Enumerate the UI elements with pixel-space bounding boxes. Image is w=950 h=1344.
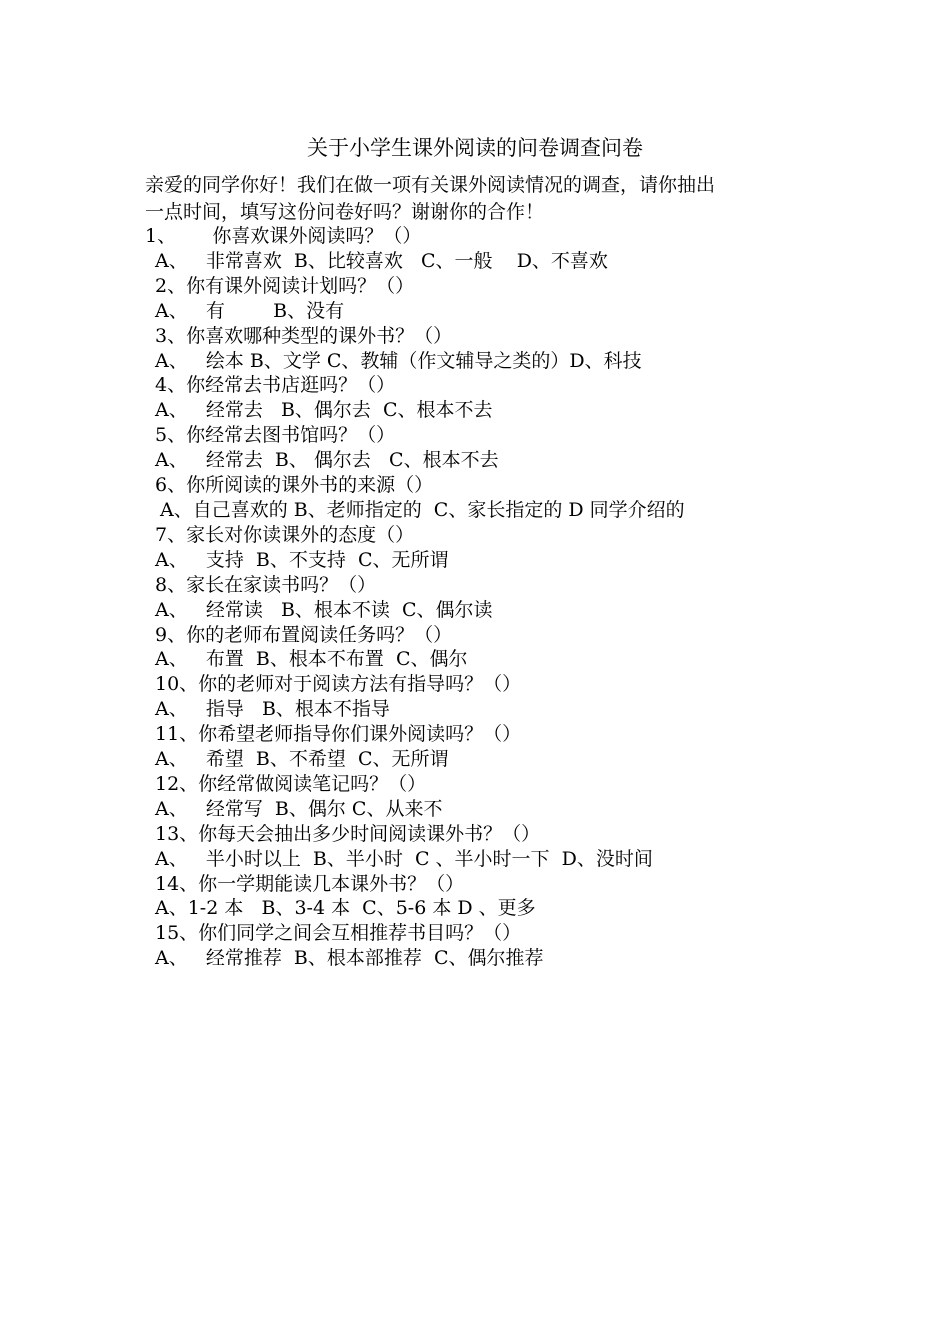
question-9: 9、你的老师布置阅读任务吗？（） [155, 623, 453, 646]
intro-paragraph [145, 172, 810, 226]
question-3: 3、你喜欢哪种类型的课外书？（） [155, 324, 453, 347]
document-title: 关于小学生课外阅读的问卷调查问卷 [307, 136, 643, 160]
question-13: 13、你每天会抽出多少时间阅读课外书？（） [155, 822, 541, 845]
options-7: A、 支持 B、不支持 C、无所谓 [155, 548, 449, 571]
options-3: A、 绘本 B、文学 C、教辅（作文辅导之类的）D、科技 [155, 349, 642, 372]
question-15: 15、你们同学之间会互相推荐书目吗？（） [155, 922, 522, 945]
question-12: 12、你经常做阅读笔记吗？（） [155, 772, 427, 795]
question-4: 4、你经常去书店逛吗？（） [155, 374, 396, 397]
options-1: A、 非常喜欢 B、比较喜欢 C、一般 D、不喜欢 [155, 249, 608, 272]
options-8: A、 经常读 B、根本不读 C、偶尔读 [155, 598, 493, 621]
options-13: A、 半小时以上 B、半小时 C 、半小时一下 D、没时间 [155, 847, 653, 870]
options-12: A、 经常写 B、偶尔 C、从来不 [155, 797, 443, 820]
question-1: 1、 你喜欢课外阅读吗？（） [145, 225, 422, 247]
options-4: A、 经常去 B、偶尔去 C、根本不去 [155, 399, 493, 422]
question-14: 14、你一学期能读几本课外书？（） [155, 872, 465, 895]
question-list [145, 224, 845, 971]
question-6: 6、你所阅读的课外书的来源（） [155, 474, 434, 497]
intro-line: 一点时间，填写这份问卷好吗？谢谢你的合作！ [145, 201, 545, 223]
intro-line: 亲爱的同学你好！我们在做一项有关课外阅读情况的调查，请你抽出 [145, 174, 716, 196]
question-5: 5、你经常去图书馆吗？（） [155, 424, 396, 447]
options-11: A、 希望 B、不希望 C、无所谓 [155, 748, 449, 771]
options-6: A、自己喜欢的 B、老师指定的 C、家长指定的 D 同学介绍的 [160, 498, 685, 521]
question-2: 2、你有课外阅读计划吗？（） [155, 274, 415, 297]
question-11: 11、你希望老师指导你们课外阅读吗？（） [155, 723, 522, 746]
options-10: A、 指导 B、根本不指导 [155, 698, 390, 721]
question-8: 8、家长在家读书吗？（） [155, 573, 377, 596]
options-15: A、 经常推荐 B、根本部推荐 C、偶尔推荐 [155, 947, 544, 970]
options-2: A、 有 B、没有 [155, 299, 345, 322]
options-14: A、1-2 本 B、3-4 本 C、5-6 本 D 、更多 [155, 897, 536, 920]
question-10: 10、你的老师对于阅读方法有指导吗？（） [155, 673, 522, 696]
options-9: A、 布置 B、根本不布置 C、偶尔 [155, 648, 468, 671]
options-5: A、 经常去 B、 偶尔去 C、根本不去 [155, 449, 499, 472]
question-7: 7、家长对你读课外的态度（） [155, 523, 415, 546]
